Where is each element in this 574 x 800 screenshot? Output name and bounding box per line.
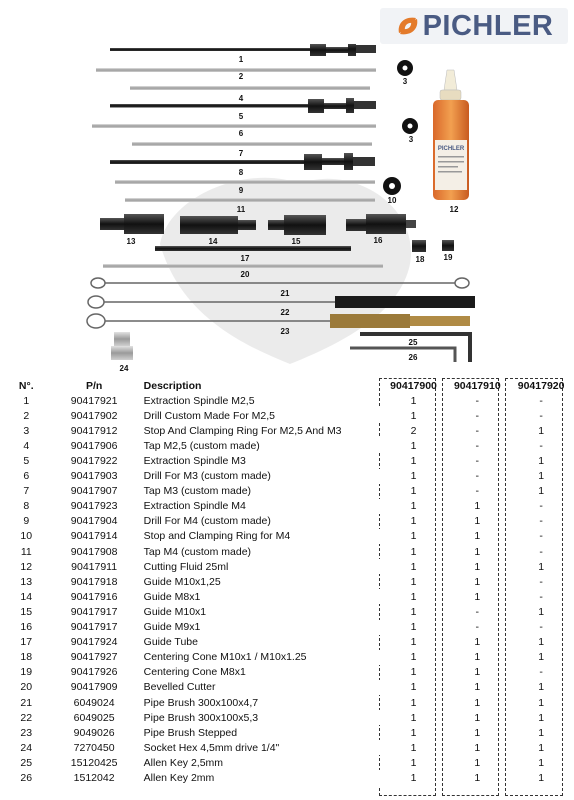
row-description: Stop and Clamping Ring for M4 [140, 529, 385, 544]
header-no: N°. [18, 379, 34, 392]
callout-13: 13 [126, 237, 136, 246]
table-row [4, 740, 570, 755]
pichler-logo [380, 8, 568, 44]
row-kit-2-qty: 1 [474, 636, 481, 649]
table-row [4, 393, 570, 408]
row-kit-2-qty: - [475, 424, 480, 437]
row-no: 16 [4, 620, 49, 635]
row-kit-1-qty: 2 [410, 424, 417, 437]
row-kit-1-qty: 1 [410, 394, 417, 407]
row-kit-1-qty: 1 [410, 636, 417, 649]
row-description: Guide M10x1 [143, 605, 207, 618]
row-part-number: 90417907 [70, 485, 118, 498]
item-11-tap-m4 [125, 198, 375, 202]
row-part-number: 90417912 [70, 424, 118, 437]
row-kit-1-qty: 1 [410, 711, 417, 724]
row-kit-3-qty: 1 [538, 605, 545, 618]
row-no: 9 [23, 515, 30, 528]
row-part-number: 1512042 [49, 770, 140, 785]
row-kit-1-qty: 1 [410, 560, 417, 573]
row-description: Stop And Clamping Ring For M2,5 And M3 [143, 424, 342, 437]
table-row [4, 453, 570, 468]
row-kit-1-qty: 1 [410, 621, 417, 634]
row-part-number: 7270450 [49, 740, 140, 755]
item-6-drill-m3 [92, 124, 376, 128]
row-kit-1-qty: 1 [410, 681, 417, 694]
header-kit-3: 90417920 [517, 379, 565, 392]
row-kit-2-qty: - [475, 485, 480, 498]
callout-5: 5 [238, 112, 244, 121]
table-row [4, 665, 570, 680]
row-kit-3-qty: 1 [538, 681, 545, 694]
pichler-logo-mark-icon [395, 13, 421, 39]
row-part-number: 90417903 [49, 469, 140, 484]
table-row [4, 469, 570, 484]
row-kit-2-qty: 1 [474, 711, 481, 724]
row-part-number: 6049024 [73, 696, 115, 709]
row-part-number: 90417904 [70, 515, 118, 528]
row-kit-1-qty: 1 [410, 515, 417, 528]
row-description: Extraction Spindle M3 [143, 455, 246, 468]
row-kit-1-qty: 1 [410, 485, 417, 498]
table-row [4, 650, 570, 665]
row-no: 17 [20, 636, 33, 649]
row-no: 14 [4, 589, 49, 604]
row-kit-2-qty: - [475, 409, 480, 422]
callout-3: 3 [402, 77, 408, 86]
callout-2: 2 [238, 72, 244, 81]
table-row [4, 725, 570, 740]
item-19-centering-cone [442, 240, 454, 251]
header-kit-1: 90417900 [390, 379, 437, 392]
row-part-number: 6049025 [49, 710, 140, 725]
row-part-number: 90417906 [49, 438, 140, 453]
row-part-number: 90417902 [49, 408, 140, 423]
callout-3b: 3 [408, 135, 414, 144]
item-3-clamping-ring-b [402, 118, 418, 134]
callout-20: 20 [240, 270, 250, 279]
callout-16: 16 [373, 236, 383, 245]
row-kit-2-qty: 1 [474, 651, 481, 664]
row-description: Guide M10x1,25 [143, 575, 221, 588]
item-2-drill-m25 [96, 68, 376, 72]
table-row [4, 589, 570, 604]
row-kit-3-qty: 1 [538, 424, 545, 437]
table-row [4, 604, 570, 619]
row-description: Bevelled Cutter [140, 680, 385, 695]
callout-15: 15 [291, 237, 301, 246]
row-kit-3-qty: 1 [538, 455, 545, 468]
row-no: 12 [4, 559, 49, 574]
row-kit-2-qty: 1 [474, 726, 481, 739]
callout-14: 14 [208, 237, 218, 246]
table-row [4, 695, 570, 710]
row-kit-1-qty: 1 [410, 726, 417, 739]
item-24-socket-hex [111, 332, 133, 360]
callout-21: 21 [280, 289, 290, 298]
header-description: Description [143, 379, 202, 392]
parts-table [4, 378, 570, 786]
item-26-allen-key [350, 348, 455, 362]
row-kit-3-qty: - [539, 530, 543, 543]
callout-11: 11 [236, 205, 246, 214]
row-no: 6 [4, 469, 49, 484]
callout-12: 12 [449, 205, 459, 214]
item-13-guide-m10x125 [100, 214, 164, 234]
table-row [4, 755, 570, 770]
row-part-number: 90417922 [70, 455, 118, 468]
brand-name: PICHLER [422, 9, 554, 42]
row-description: Drill For M3 (custom made) [140, 469, 385, 484]
row-kit-2-qty: - [475, 394, 480, 407]
row-description: Allen Key 2,5mm [143, 756, 224, 769]
row-no: 23 [20, 726, 33, 739]
table-row [4, 529, 570, 544]
table-row [4, 438, 570, 453]
row-kit-1-qty: 1 [410, 545, 417, 558]
row-no: 8 [4, 499, 49, 514]
row-kit-2-qty: 1 [474, 666, 481, 679]
row-kit-1-qty: 1 [410, 530, 417, 543]
callout-22: 22 [280, 308, 290, 317]
table-row [4, 514, 570, 529]
row-kit-1-qty: 1 [410, 696, 417, 709]
callout-9: 9 [238, 186, 244, 195]
row-kit-3-qty: - [539, 575, 543, 588]
item-12-cutting-fluid-bottle [433, 70, 469, 200]
row-kit-1-qty: 1 [410, 756, 417, 769]
callout-7: 7 [238, 149, 244, 158]
row-description: Allen Key 2mm [140, 770, 385, 785]
row-kit-2-qty: 1 [474, 530, 481, 543]
row-part-number: 90417917 [49, 620, 140, 635]
row-kit-2-qty: - [475, 439, 480, 452]
row-kit-2-qty: - [475, 621, 480, 634]
row-description: Extraction Spindle M4 [140, 499, 385, 514]
row-part-number: 90417917 [70, 605, 118, 618]
row-kit-2-qty: 1 [474, 681, 481, 694]
row-kit-2-qty: - [475, 470, 480, 483]
row-kit-1-qty: 1 [410, 470, 417, 483]
row-kit-3-qty: - [539, 515, 543, 528]
row-part-number: 90417923 [49, 499, 140, 514]
table-row [4, 423, 570, 438]
item-20-bevelled-cutter [103, 264, 383, 268]
row-part-number: 90417914 [49, 529, 140, 544]
row-no: 2 [4, 408, 49, 423]
row-no: 18 [4, 650, 49, 665]
row-kit-3-qty: - [539, 621, 543, 634]
row-kit-3-qty: 1 [538, 771, 545, 784]
callout-26: 26 [408, 353, 418, 362]
row-no: 13 [20, 575, 33, 588]
item-9-drill-m4 [115, 180, 375, 184]
row-description: Tap M2,5 (custom made) [140, 438, 385, 453]
row-kit-1-qty: 1 [410, 771, 417, 784]
header-pn: P/n [85, 379, 103, 392]
row-part-number: 90417927 [49, 650, 140, 665]
row-part-number: 90417909 [49, 680, 140, 695]
row-description: Pipe Brush 300x100x5,3 [140, 710, 385, 725]
table-header-row [4, 378, 570, 393]
row-kit-1-qty: 1 [410, 605, 417, 618]
row-kit-3-qty: 1 [538, 696, 545, 709]
row-description: Drill For M4 (custom made) [143, 515, 271, 528]
row-kit-3-qty: 1 [538, 560, 545, 573]
row-kit-3-qty: - [539, 409, 543, 422]
row-part-number: 90417911 [49, 559, 140, 574]
row-no: 11 [20, 545, 32, 558]
row-kit-3-qty: - [539, 545, 543, 558]
row-part-number: 90417908 [70, 545, 118, 558]
row-part-number: 9049026 [73, 726, 115, 739]
callout-19: 19 [443, 253, 453, 262]
row-kit-1-qty: 1 [410, 439, 417, 452]
table-row [4, 710, 570, 725]
row-kit-1-qty: 1 [410, 651, 417, 664]
row-kit-3-qty: 1 [538, 636, 545, 649]
row-kit-1-qty: 1 [410, 590, 417, 603]
row-no: 19 [20, 666, 33, 679]
row-description: Drill Custom Made For M2,5 [140, 408, 385, 423]
callout-4: 4 [238, 94, 244, 103]
table-row [4, 620, 570, 635]
table-row [4, 680, 570, 695]
row-kit-3-qty: 1 [538, 756, 545, 769]
row-kit-3-qty: 1 [538, 711, 545, 724]
row-kit-2-qty: 1 [474, 756, 481, 769]
row-no: 10 [4, 529, 49, 544]
row-kit-2-qty: 1 [474, 575, 481, 588]
row-kit-3-qty: - [539, 666, 543, 679]
row-kit-3-qty: - [539, 439, 543, 452]
row-kit-3-qty: 1 [538, 470, 545, 483]
row-kit-2-qty: 1 [474, 696, 481, 709]
table-row [4, 574, 570, 589]
callout-6: 6 [238, 129, 244, 138]
row-kit-2-qty: 1 [474, 771, 481, 784]
row-description: Pipe Brush 300x100x4,7 [143, 696, 259, 709]
bottle-label: PICHLER [437, 146, 465, 152]
row-kit-2-qty: 1 [474, 545, 481, 558]
row-kit-3-qty: 1 [538, 651, 545, 664]
row-description: Guide Tube [143, 636, 198, 649]
row-kit-1-qty: 1 [410, 666, 417, 679]
row-kit-2-qty: 1 [474, 515, 481, 528]
table-row [4, 635, 570, 650]
table-row [4, 499, 570, 514]
item-7-tap-m3 [132, 142, 372, 146]
row-kit-2-qty: - [475, 605, 480, 618]
row-no: 26 [4, 770, 49, 785]
row-no: 25 [20, 756, 33, 769]
watermark-icon [160, 178, 411, 364]
row-kit-3-qty: 1 [538, 741, 545, 754]
table-row [4, 544, 570, 559]
table-row [4, 408, 570, 423]
row-kit-1-qty: 1 [410, 500, 417, 513]
callout-8: 8 [238, 168, 244, 177]
callout-10: 10 [387, 196, 397, 205]
table-row [4, 770, 570, 785]
row-kit-2-qty: 1 [474, 560, 481, 573]
item-18-centering-cone [412, 240, 426, 252]
item-10-clamping-ring-m4 [383, 177, 401, 195]
callout-25: 25 [408, 338, 418, 347]
row-description: Tap M3 (custom made) [143, 485, 252, 498]
row-kit-2-qty: 1 [474, 590, 481, 603]
row-description: Socket Hex 4,5mm drive 1/4" [140, 740, 385, 755]
row-kit-1-qty: 1 [410, 455, 417, 468]
row-part-number: 90417924 [70, 636, 118, 649]
row-no: 7 [23, 485, 30, 498]
row-kit-2-qty: - [475, 455, 480, 468]
header-kit-2: 90417910 [453, 379, 501, 392]
row-description: Extraction Spindle M2,5 [143, 394, 255, 407]
row-description: Tap M4 (custom made) [143, 545, 252, 558]
row-description: Centering Cone M10x1 / M10x1.25 [140, 650, 385, 665]
row-kit-1-qty: 1 [410, 409, 417, 422]
row-part-number: 15120425 [70, 756, 118, 769]
row-description: Pipe Brush Stepped [143, 726, 238, 739]
row-no: 24 [4, 740, 49, 755]
callout-1: 1 [238, 55, 244, 64]
row-part-number: 90417916 [49, 589, 140, 604]
row-part-number: 90417918 [70, 575, 118, 588]
row-description: Guide M9x1 [140, 620, 385, 635]
row-no: 1 [23, 394, 30, 407]
callout-18: 18 [415, 255, 425, 264]
row-kit-3-qty: - [539, 500, 543, 513]
row-kit-3-qty: 1 [538, 485, 545, 498]
callout-24: 24 [119, 364, 129, 373]
row-kit-3-qty: - [539, 394, 543, 407]
row-kit-2-qty: 1 [474, 500, 481, 513]
row-no: 3 [23, 424, 30, 437]
table-row [4, 559, 570, 574]
callout-17: 17 [240, 254, 250, 263]
row-kit-1-qty: 1 [410, 741, 417, 754]
row-kit-2-qty: 1 [474, 741, 481, 754]
row-no: 22 [4, 710, 49, 725]
table-row [4, 484, 570, 499]
row-description: Cutting Fluid 25ml [140, 559, 385, 574]
row-part-number: 90417921 [70, 394, 118, 407]
row-part-number: 90417926 [70, 666, 118, 679]
row-kit-3-qty: 1 [538, 726, 545, 739]
row-no: 5 [23, 455, 30, 468]
row-description: Guide M8x1 [140, 589, 385, 604]
row-no: 4 [4, 438, 49, 453]
item-4-tap-m25 [130, 86, 370, 90]
item-17-guide-tube [155, 246, 351, 251]
row-kit-1-qty: 1 [410, 575, 417, 588]
row-description: Centering Cone M8x1 [143, 666, 246, 679]
tool-kit-illustration [0, 44, 574, 376]
row-kit-3-qty: - [539, 590, 543, 603]
row-no: 15 [20, 605, 33, 618]
item-3-clamping-ring [397, 60, 413, 76]
row-no: 21 [20, 696, 33, 709]
row-no: 20 [4, 680, 49, 695]
callout-23: 23 [280, 327, 290, 336]
